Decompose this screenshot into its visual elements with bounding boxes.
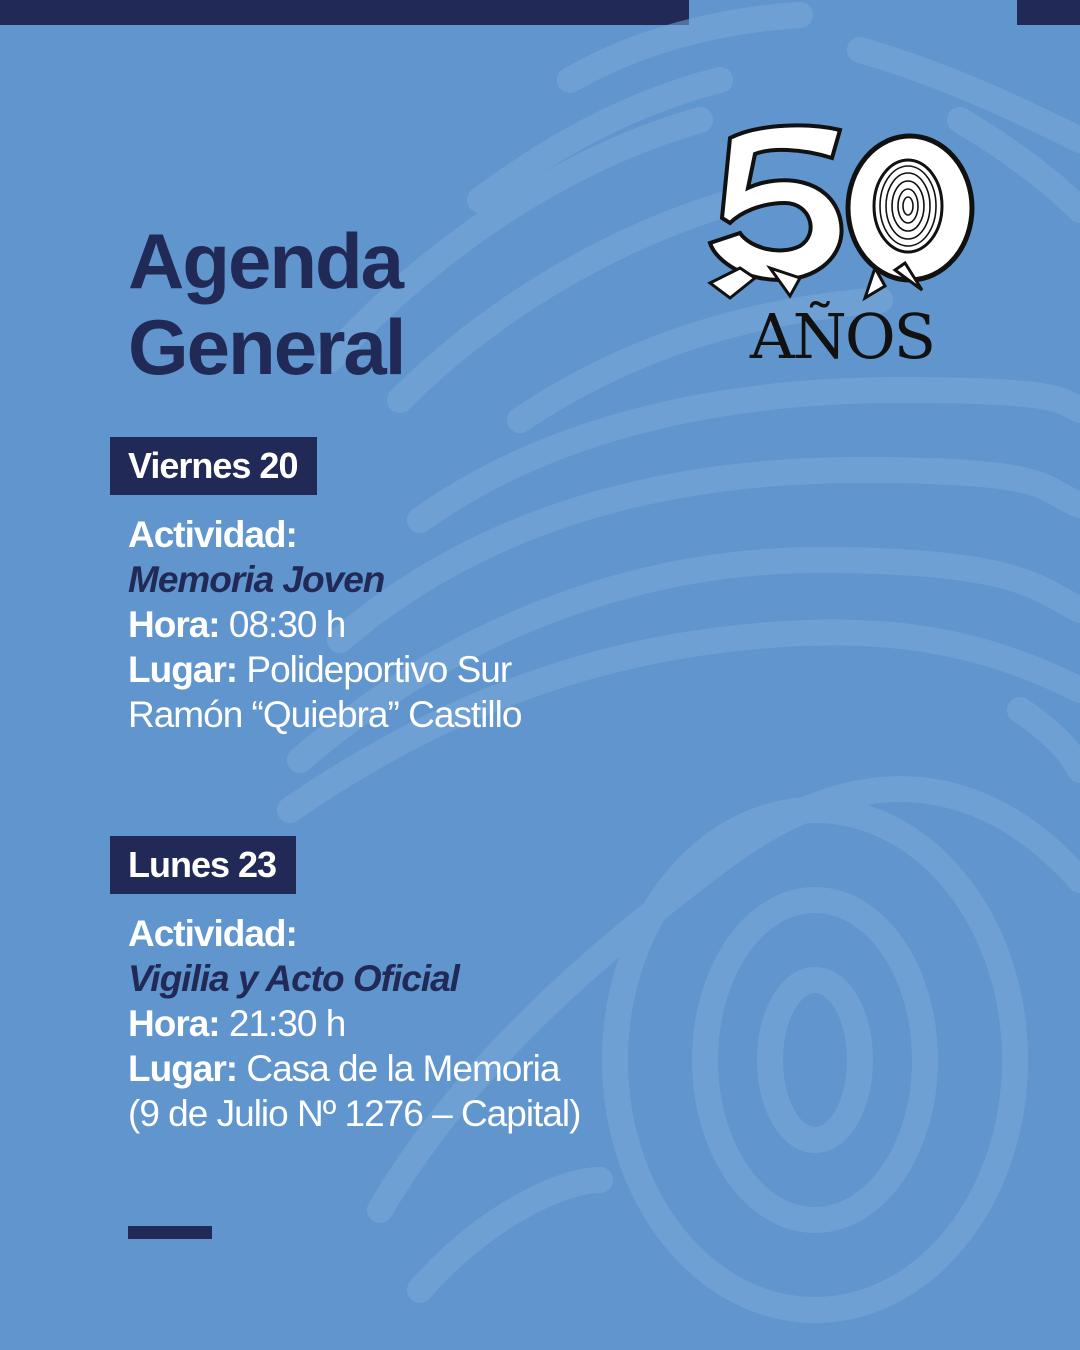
place-line-2: Ramón “Quiebra” Castillo	[128, 694, 522, 735]
activity-label: Actividad:	[128, 514, 297, 555]
place-line-1: Casa de la Memoria	[237, 1048, 560, 1089]
page-title	[128, 218, 404, 390]
event-2-details	[128, 911, 580, 1136]
time-value: 08:30 h	[219, 604, 346, 645]
time-label: Hora:	[128, 1003, 220, 1044]
time-value: 21:30 h	[219, 1003, 346, 1044]
day-badge-viernes: Viernes 20	[110, 437, 317, 495]
activity-name: Memoria Joven	[128, 559, 385, 600]
place-label: Lugar:	[128, 649, 238, 690]
logo-anos-text: AÑOS	[749, 300, 935, 373]
event-1-details	[128, 512, 521, 737]
time-label: Hora:	[128, 604, 220, 645]
place-line-1: Polideportivo Sur	[237, 649, 512, 690]
place-label: Lugar:	[128, 1048, 238, 1089]
activity-name: Vigilia y Acto Oficial	[128, 958, 459, 999]
place-line-2: (9 de Julio Nº 1276 – Capital)	[128, 1093, 581, 1134]
50-anos-logo	[700, 118, 980, 378]
bottom-dash-accent	[128, 1226, 212, 1239]
activity-label: Actividad:	[128, 913, 297, 954]
title-line-1: Agenda	[128, 217, 403, 305]
day-badge-lunes: Lunes 23	[110, 836, 296, 894]
title-line-2: General	[128, 303, 405, 391]
